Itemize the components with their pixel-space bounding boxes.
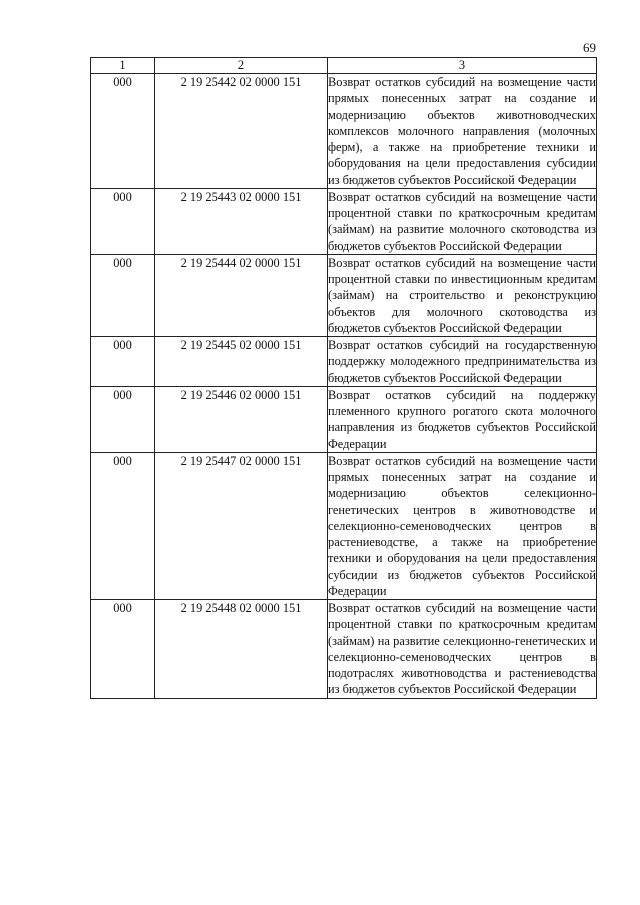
admin-code-cell: 000 [91,254,155,336]
column-header-3: 3 [328,58,597,74]
table-row [91,337,597,387]
admin-code-cell: 000 [91,600,155,699]
description-cell: Возврат остатков субсидий на возмещение части процентной ставки по краткосрочным кредитам (займам) на развитие селекционно-генетических и селекционно-семеноводческих центров в подотраслях животноводства и растениеводства из бюджетов субъектов Российской Федерации [328,601,596,697]
budget-code-cell: 2 19 25448 02 0000 151 [155,600,328,699]
description-cell: Возврат остатков субсидий на государственную поддержку молодежного предпринимательства из бюджетов субъектов Российской Федерации [328,338,596,385]
page-number: 69 [583,40,596,55]
table-row [91,74,597,189]
table-header-row [91,58,597,74]
column-header-1: 1 [91,58,155,74]
budget-code-cell: 2 19 25444 02 0000 151 [155,254,328,336]
description-cell: Возврат остатков субсидий на возмещение части процентной ставки по краткосрочным кредитам (займам) на развитие молочного скотоводства из бюджетов субъектов Российской Федерации [328,189,596,253]
admin-code-cell: 000 [91,188,155,254]
budget-code-cell: 2 19 25446 02 0000 151 [155,386,328,452]
budget-code-cell: 2 19 25442 02 0000 151 [155,74,328,189]
table-row [91,600,597,699]
column-header-2: 2 [155,58,328,74]
description-cell: Возврат остатков субсидий на возмещение части прямых понесенных затрат на создание и модернизацию объектов животноводческих комплексов молочного направления (молочных ферм), а также на приобретение техники и оборудования на цели предоставления субсидии из бюджетов субъектов Российской Федерации [328,75,596,187]
budget-classification-table [90,57,597,699]
budget-code-cell: 2 19 25443 02 0000 151 [155,188,328,254]
table-row [91,386,597,452]
budget-code-cell: 2 19 25445 02 0000 151 [155,337,328,387]
admin-code-cell: 000 [91,337,155,387]
admin-code-cell: 000 [91,452,155,599]
description-cell: Возврат остатков субсидий на поддержку племенного крупного рогатого скота молочного направления из бюджетов субъектов Российской Федерации [328,387,596,451]
table-row [91,188,597,254]
description-cell: Возврат остатков субсидий на возмещение части прямых понесенных затрат на создание и модернизацию объектов селекционно-генетических центров в животноводстве и селекционно-семеноводческих центров в растениеводстве, а также на приобретение техники и оборудования на цели предоставления субсидии из бюджетов субъектов Российской Федерации [328,453,596,598]
table-row [91,452,597,599]
admin-code-cell: 000 [91,74,155,189]
budget-code-cell: 2 19 25447 02 0000 151 [155,452,328,599]
description-cell: Возврат остатков субсидий на возмещение части процентной ставки по инвестиционным кредитам (займам) на строительство и реконструкцию объектов для молочного скотоводства из бюджетов субъектов Российской Федерации [328,255,596,335]
table-row [91,254,597,336]
admin-code-cell: 000 [91,386,155,452]
